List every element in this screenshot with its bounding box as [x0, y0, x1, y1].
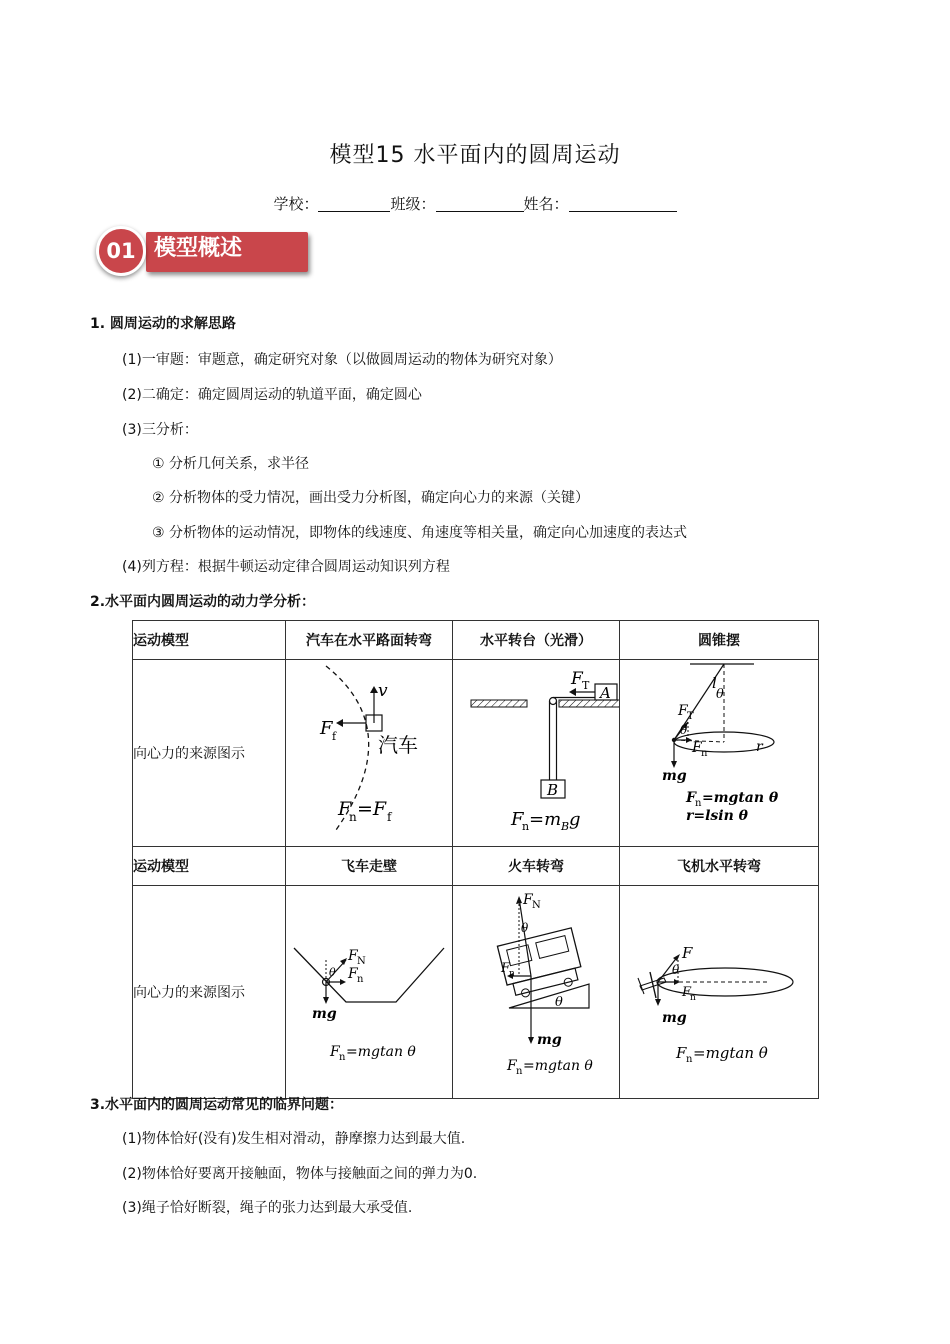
centripetal-label: F	[682, 985, 692, 1000]
equation-rhs: =mgtan θ	[346, 1044, 416, 1060]
school-blank[interactable]	[318, 195, 390, 212]
figure-cell-turntable	[453, 660, 620, 847]
equation-rhs-subscript: f	[387, 810, 392, 824]
normal-force-subscript: N	[357, 956, 366, 967]
table-header-cell: 水平转台（光滑）	[453, 621, 620, 660]
table-header-cell: 火车转弯	[453, 847, 620, 886]
section1-line3b: ② 分析物体的受力情况，画出受力分析图，确定向心力的来源（关键）	[152, 490, 589, 506]
equation1-rhs: =mgtan θ	[702, 790, 779, 806]
normal-force-subscript: N	[532, 900, 541, 911]
gravity-label: mg	[537, 1032, 562, 1048]
equation-lhs: F	[330, 1044, 340, 1060]
centripetal-subscript: n	[690, 993, 696, 1003]
table-header-cell: 飞机水平转弯	[620, 847, 819, 886]
figure-cell-train	[453, 886, 620, 1099]
length-label: l	[712, 674, 717, 692]
section-badge-label: 模型概述	[146, 232, 308, 272]
friction-label: F	[320, 718, 333, 739]
angle-label: θ	[329, 966, 336, 979]
equation-lhs: F	[676, 1044, 687, 1062]
gravity-label: mg	[662, 1010, 687, 1026]
table-header-cell: 运动模型	[133, 847, 286, 886]
section3-heading: 3.水平面内的圆周运动常见的临界问题：	[90, 1097, 344, 1113]
tension-subscript: T	[687, 711, 694, 722]
name-label: 姓名：	[523, 195, 569, 213]
plane-turn-figure	[620, 886, 818, 1094]
equation-lhs: F	[338, 798, 352, 820]
tension-label: F	[571, 669, 583, 689]
section3-line2: (2)物体恰好要离开接触面，物体与接触面之间的弹力为0.	[122, 1166, 478, 1182]
figure-cell-car	[286, 660, 453, 847]
section1-line2: (2)二确定：确定圆周运动的轨道平面，确定圆心	[122, 387, 422, 403]
table-header-cell: 运动模型	[133, 621, 286, 660]
equation1-subscript: n	[695, 798, 702, 809]
page-title: 模型15 水平面内的圆周运动	[329, 143, 621, 168]
car-turn-figure	[286, 660, 452, 842]
centripetal-subscript: n	[701, 748, 708, 759]
gravity-label: mg	[312, 1006, 337, 1022]
centripetal-subscript: n	[509, 969, 515, 979]
tension-label: F	[678, 703, 688, 719]
class-label: 班级：	[390, 195, 436, 213]
radius-label: r	[756, 739, 763, 755]
equation-lhs: F	[511, 809, 524, 830]
table-row	[133, 621, 819, 660]
section1-line3: (3)三分析：	[122, 422, 198, 438]
section-badge-number: 01	[96, 226, 146, 276]
conical-pendulum-figure	[620, 660, 818, 842]
turntable-figure	[453, 660, 619, 842]
table-row	[133, 886, 819, 1099]
table-row	[133, 660, 819, 847]
equation-rhs: =F	[357, 798, 387, 820]
tension-subscript: T	[582, 679, 590, 692]
school-label: 学校：	[273, 195, 319, 213]
angle-label-slope: θ	[555, 995, 563, 1010]
section1-line3a: ① 分析几何关系，求半径	[152, 456, 310, 472]
car-label: 汽车	[378, 733, 418, 757]
name-blank[interactable]	[569, 195, 677, 212]
train-turn-figure	[453, 886, 619, 1094]
equation-subscript: n	[339, 1052, 346, 1063]
block-a-label: A	[600, 684, 611, 702]
friction-subscript: f	[332, 730, 337, 743]
section2-heading: 2.水平面内圆周运动的动力学分析：	[90, 594, 316, 610]
section1-line4: (4)列方程：根据牛顿运动定律合圆周运动知识列方程	[122, 559, 450, 575]
equation-subscript: n	[516, 1066, 523, 1077]
table-row	[133, 847, 819, 886]
equation-lhs-subscript: n	[522, 820, 530, 833]
velocity-label: v	[378, 681, 388, 701]
equation-rhs-end: g	[569, 809, 581, 830]
lift-force-label: F	[682, 944, 693, 962]
centripetal-label: F	[692, 740, 702, 756]
school-class-name-line	[0, 193, 950, 214]
airplane-icon	[638, 972, 666, 998]
section1-heading: 1. 圆周运动的求解思路	[90, 316, 236, 332]
equation-lhs: F	[507, 1058, 517, 1074]
angle-label-bottom: θ	[680, 723, 688, 737]
table-row-label: 向心力的来源图示	[133, 886, 286, 1099]
equation-rhs: =m	[529, 809, 562, 830]
class-blank[interactable]	[436, 195, 524, 212]
equation-lhs-subscript: n	[349, 810, 357, 824]
section3-line1: (1)物体恰好(没有)发生相对滑动，静摩擦力达到最大值.	[122, 1131, 466, 1147]
table-header-cell: 飞车走壁	[286, 847, 453, 886]
table-header-cell: 汽车在水平路面转弯	[286, 621, 453, 660]
section1-line1: (1)一审题：审题意，确定研究对象（以做圆周运动的物体为研究对象）	[122, 352, 562, 368]
gravity-label: mg	[662, 768, 687, 784]
normal-force-label: F	[348, 948, 358, 964]
section1-line3c: ③ 分析物体的运动情况，即物体的线速度、角速度等相关量，确定向心加速度的表达式	[152, 525, 687, 541]
figure-cell-pendulum	[620, 660, 819, 847]
equation-rhs: =mgtan θ	[693, 1044, 768, 1062]
wall-riding-figure	[286, 886, 452, 1094]
centripetal-label: F	[501, 961, 511, 976]
normal-force-label: F	[523, 892, 533, 908]
angle-label: θ	[672, 963, 680, 977]
centripetal-label: F	[348, 966, 358, 982]
table-header-cell: 圆锥摆	[620, 621, 819, 660]
equation-subscript: n	[686, 1054, 693, 1065]
table-row-label: 向心力的来源图示	[133, 660, 286, 847]
figure-cell-wall	[286, 886, 453, 1099]
section3-line3: (3)绳子恰好断裂，绳子的张力达到最大承受值.	[122, 1200, 413, 1216]
angle-label-top: θ	[716, 687, 724, 702]
block-b-label: B	[547, 781, 559, 799]
equation1-lhs: F	[686, 790, 696, 806]
angle-label-top: θ	[521, 921, 529, 935]
dynamics-table	[132, 620, 819, 1099]
equation2: r=lsin θ	[686, 808, 749, 824]
equation-rhs: =mgtan θ	[523, 1058, 593, 1074]
figure-cell-plane	[620, 886, 819, 1099]
equation-rhs-subscript: B	[561, 820, 570, 833]
centripetal-subscript: n	[357, 974, 364, 985]
